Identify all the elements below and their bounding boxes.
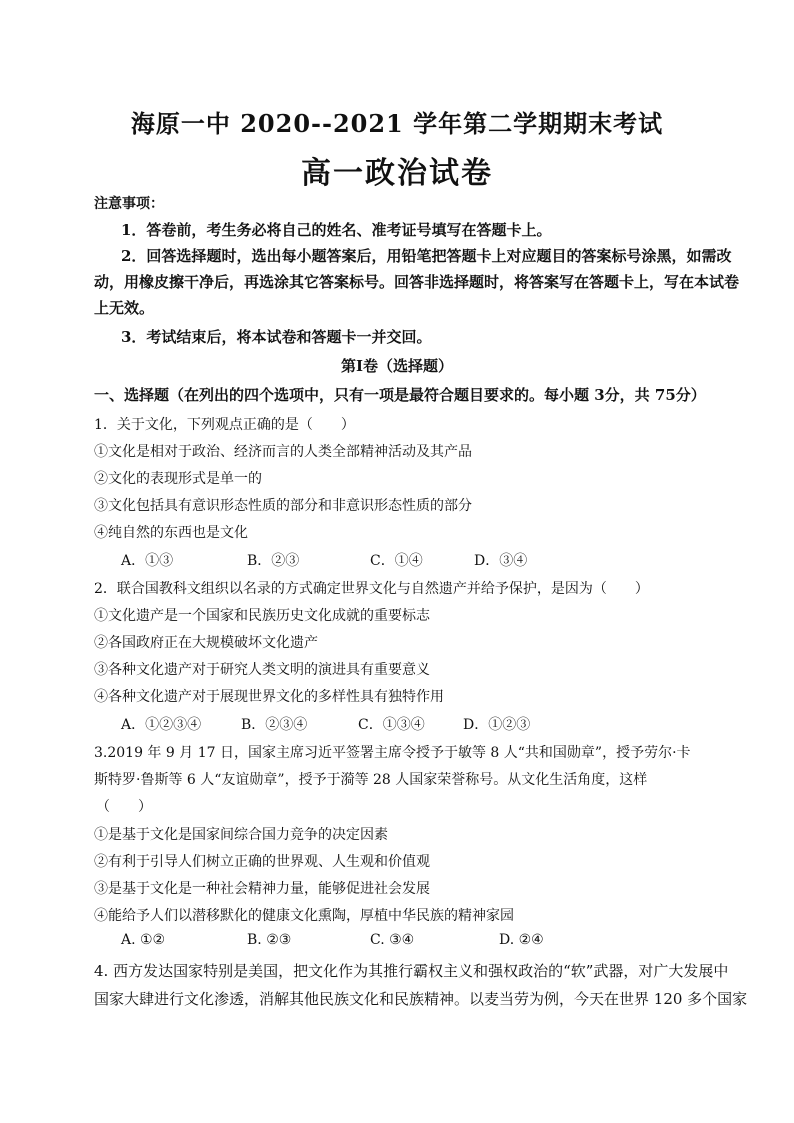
note-2-line-2: 动，用橡皮擦干净后，再选涂其它答案标号。回答非选择题时，将答案写在答题卡上，写在本试卷 — [94, 273, 740, 291]
exam-title: 海原一中 2020--2021 学年第二学期期末考试 — [130, 109, 664, 138]
note-2-line-1: 2．回答选择题时，选出每小题答案后，用铅笔把答题卡上对应题目的答案标号涂黑，如需改 — [121, 247, 732, 265]
q1-item-3: ③文化包括具有意识形态性质的部分和非意识形态性质的部分 — [94, 498, 472, 514]
q2-item-4: ④各种文化遗产对于展现世界文化的多样性具有独特作用 — [94, 689, 444, 705]
q2-item-3: ③各种文化遗产对于研究人类文明的演进具有重要意义 — [94, 662, 430, 678]
section-instruction: 一、选择题（在列出的四个选项中，只有一项是最符合题目要求的。每小题 3分，共 75分） — [94, 386, 706, 404]
q2-option-a: A．①②③④ — [121, 717, 202, 733]
q1-item-1: ①文化是相对于政治、经济而言的人类全部精神活动及其产品 — [94, 444, 472, 460]
q3-option-d: D. ②④ — [499, 932, 544, 948]
q3-item-1: ①是基于文化是国家间综合国力竞争的决定因素 — [94, 827, 388, 843]
q1-option-a: A．①③ — [121, 553, 174, 569]
q2-stem: 2．联合国教科文组织以名录的方式确定世界文化与自然遗产并给予保护，是因为（ ） — [94, 581, 649, 597]
note-3: 3．考试结束后，将本试卷和答题卡一并交回。 — [121, 328, 432, 346]
q4-stem-line-1: 4. 西方发达国家特别是美国，把文化作为其推行霸权主义和强权政治的“软”武器，对广大发展中 — [94, 962, 729, 980]
q1-option-b: B．②③ — [247, 553, 300, 569]
note-1: 1．答卷前，考生务必将自己的姓名、准考证号填写在答题卡上。 — [121, 221, 552, 239]
q3-stem-line-3: （ ） — [96, 799, 152, 815]
part-title: 第Ⅰ卷（选择题） — [340, 357, 454, 375]
q2-option-c: C．①③④ — [358, 717, 425, 733]
q2-item-2: ②各国政府正在大规模破坏文化遗产 — [94, 635, 318, 651]
q3-option-c: C. ③④ — [370, 932, 415, 948]
q3-item-2: ②有利于引导人们树立正确的世界观、人生观和价值观 — [94, 854, 430, 870]
q3-option-b: B. ②③ — [247, 932, 292, 948]
exam-subtitle: 高一政治试卷 — [301, 156, 493, 191]
q4-stem-line-2: 国家大肆进行文化渗透，消解其他民族文化和民族精神。以麦当劳为例，今天在世界 120 多个国家 — [94, 990, 748, 1008]
q1-stem: 1．关于文化，下列观点正确的是（ ） — [94, 417, 355, 433]
q3-option-a: A. ①② — [121, 932, 166, 948]
q1-option-c: C．①④ — [370, 553, 423, 569]
note-2-line-3: 上无效。 — [94, 299, 155, 317]
q2-option-b: B．②③④ — [241, 717, 308, 733]
q1-item-4: ④纯自然的东西也是文化 — [94, 525, 248, 541]
notes-heading: 注意事项： — [94, 196, 164, 212]
q3-item-4: ④能给予人们以潜移默化的健康文化熏陶，厚植中华民族的精神家园 — [94, 908, 514, 924]
q3-stem-line-2: 斯特罗·鲁斯等 6 人“友谊勋章”，授予于漪等 28 人国家荣誉称号。从文化生活角度，这样 — [94, 772, 648, 788]
q1-option-d: D．③④ — [474, 553, 528, 569]
q3-item-3: ③是基于文化是一种社会精神力量，能够促进社会发展 — [94, 881, 430, 897]
q2-item-1: ①文化遗产是一个国家和民族历史文化成就的重要标志 — [94, 608, 430, 624]
q1-item-2: ②文化的表现形式是单一的 — [94, 471, 262, 487]
q3-stem-line-1: 3.2019 年 9 月 17 日，国家主席习近平签署主席令授予于敏等 8 人“共和国勋章”，授予劳尔·卡 — [94, 745, 691, 761]
q2-option-d: D．①②③ — [463, 717, 531, 733]
